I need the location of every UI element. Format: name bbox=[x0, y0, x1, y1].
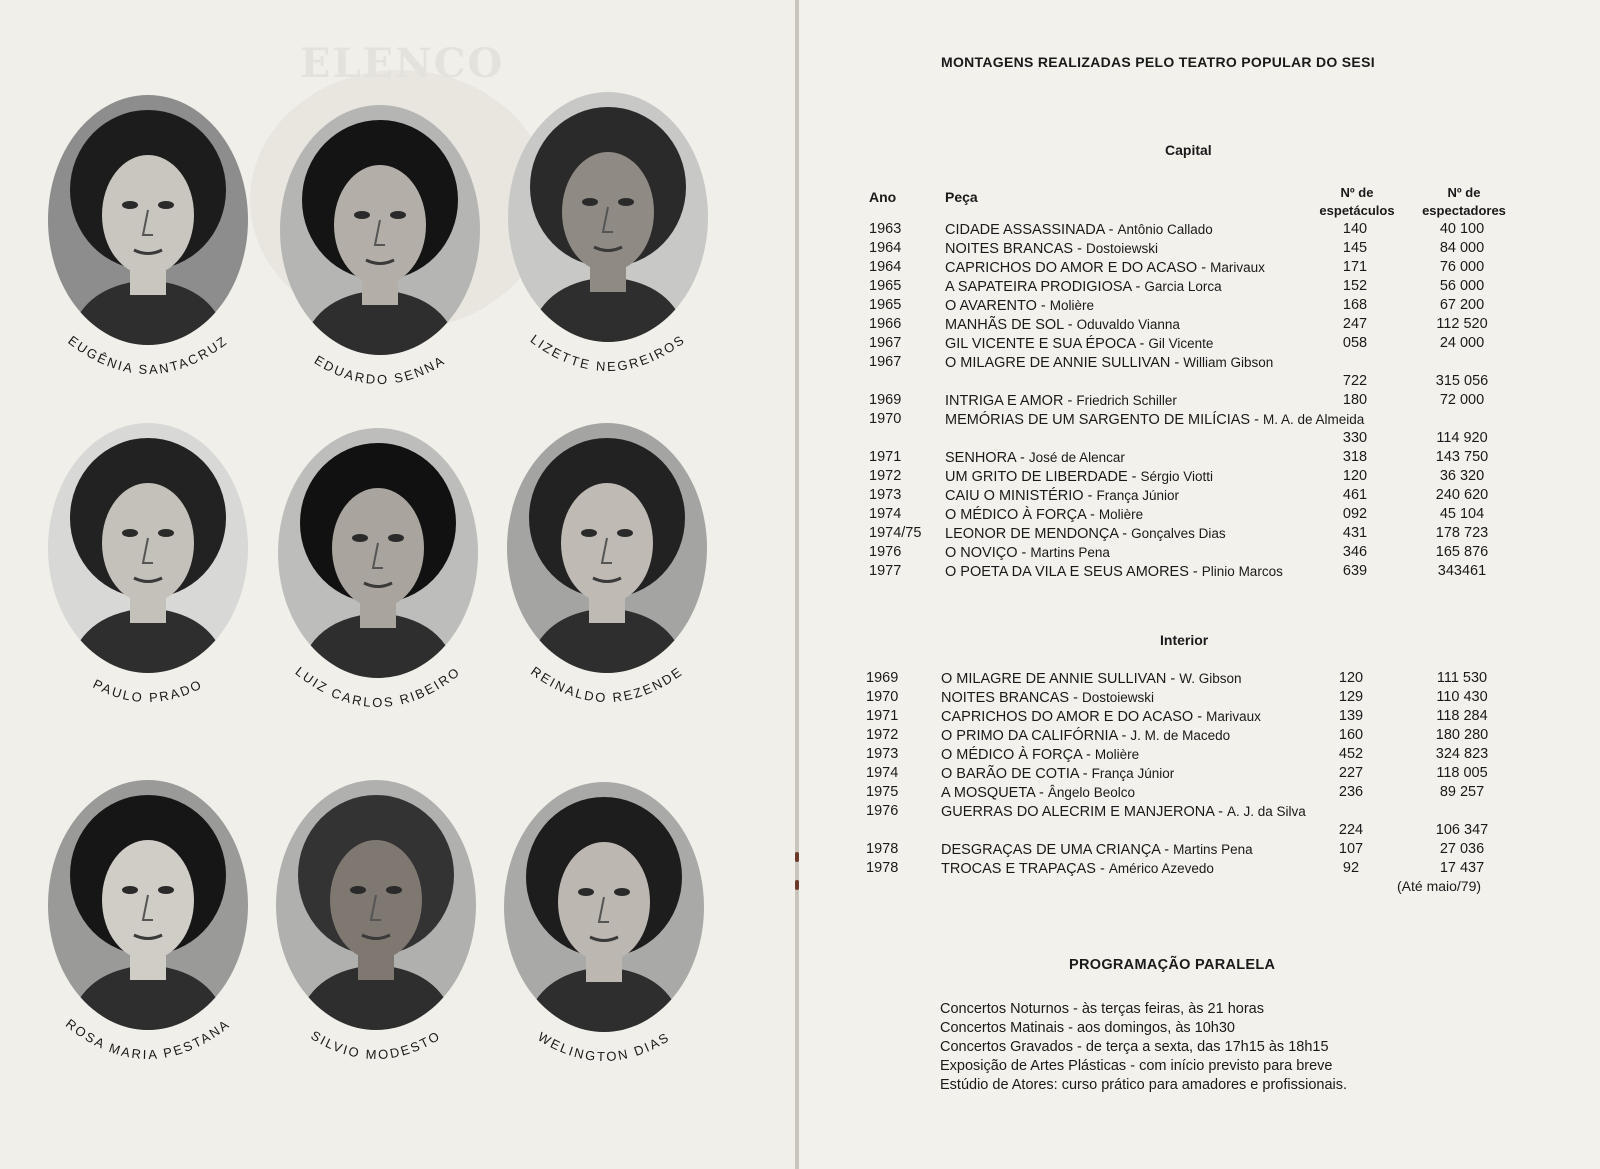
shows-cell: 461 bbox=[1342, 487, 1368, 503]
play-author: Molière bbox=[1094, 747, 1140, 762]
cast-portrait bbox=[507, 423, 707, 706]
table-row bbox=[799, 802, 1600, 840]
table-row bbox=[799, 745, 1600, 764]
table-row bbox=[799, 707, 1600, 726]
table-row bbox=[799, 410, 1600, 448]
spectators-cell: 72 000 bbox=[1439, 392, 1485, 408]
play-title: NOITES BRANCAS bbox=[945, 241, 1074, 257]
play-author: Ângelo Beolco bbox=[1047, 785, 1135, 800]
shows-cell: 145 bbox=[1342, 240, 1368, 256]
year-cell: 1971 bbox=[866, 708, 899, 724]
play-cell: A MOSQUETA - Ângelo Beolco bbox=[941, 785, 1135, 801]
play-title: UM GRITO DE LIBERDADE bbox=[945, 469, 1128, 485]
parallel-programming-item: Exposição de Artes Plásticas - com início previsto para breve bbox=[940, 1058, 1333, 1074]
shows-cell: 247 bbox=[1342, 316, 1368, 332]
cast-portrait bbox=[504, 782, 704, 1065]
spectators-cell: 143 750 bbox=[1435, 449, 1489, 465]
play-author: Garcia Lorca bbox=[1144, 279, 1222, 294]
play-title: DESGRAÇAS DE UMA CRIANÇA bbox=[941, 842, 1161, 858]
play-title: A MOSQUETA bbox=[941, 785, 1036, 801]
spectators-cell: 24 000 bbox=[1439, 335, 1485, 351]
play-author: Molière bbox=[1098, 507, 1144, 522]
play-title: O MILAGRE DE ANNIE SULLIVAN bbox=[945, 355, 1171, 371]
play-author: Oduvaldo Vianna bbox=[1076, 317, 1180, 332]
shows-cell: 140 bbox=[1342, 221, 1368, 237]
year-cell: 1976 bbox=[866, 803, 899, 819]
table-row bbox=[799, 859, 1600, 878]
year-cell: 1974 bbox=[866, 765, 899, 781]
play-cell: MANHÃS DE SOL - Oduvaldo Vianna bbox=[945, 317, 1180, 333]
shows-cell: 722 bbox=[1342, 373, 1368, 389]
year-cell: 1978 bbox=[866, 841, 899, 857]
table-row bbox=[799, 353, 1600, 391]
column-header-shows: Nº de espetáculos bbox=[1319, 185, 1395, 218]
table-row bbox=[799, 543, 1600, 562]
year-cell: 1971 bbox=[869, 449, 902, 465]
year-cell: 1965 bbox=[869, 297, 902, 313]
spectators-cell: 112 520 bbox=[1436, 316, 1488, 332]
play-title: O AVARENTO bbox=[945, 298, 1037, 314]
table-row bbox=[799, 467, 1600, 486]
interior-table bbox=[799, 669, 1600, 878]
svg-text:LUIZ CARLOS RIBEIRO: LUIZ CARLOS RIBEIRO bbox=[292, 663, 464, 711]
year-cell: 1973 bbox=[869, 487, 902, 503]
play-cell: O MÉDICO À FORÇA - Molière bbox=[945, 507, 1144, 523]
table-row bbox=[799, 562, 1600, 581]
page-title: MONTAGENS REALIZADAS PELO TEATRO POPULAR DO SESI bbox=[941, 54, 1375, 70]
capital-heading: Capital bbox=[1165, 142, 1212, 158]
year-cell: 1977 bbox=[869, 563, 902, 579]
table-row bbox=[799, 688, 1600, 707]
play-title: SENHORA bbox=[945, 450, 1016, 466]
play-author: Dostoiewski bbox=[1082, 690, 1155, 705]
shows-cell: 120 bbox=[1338, 670, 1364, 686]
play-title: MANHÃS DE SOL bbox=[945, 317, 1064, 333]
play-cell: LEONOR DE MENDONÇA - Gonçalves Dias bbox=[945, 526, 1226, 542]
shows-cell: 152 bbox=[1342, 278, 1368, 294]
svg-text:ROSA MARIA PESTANA: ROSA MARIA PESTANA bbox=[62, 1015, 234, 1063]
shows-cell: 236 bbox=[1338, 784, 1364, 800]
play-title: CAPRICHOS DO AMOR E DO ACASO bbox=[941, 709, 1194, 725]
play-cell: INTRIGA E AMOR - Friedrich Schiller bbox=[945, 393, 1177, 409]
cast-name bbox=[467, 613, 747, 733]
shows-cell: 120 bbox=[1342, 468, 1368, 484]
play-title: A SAPATEIRA PRODIGIOSA bbox=[945, 279, 1132, 295]
play-author: José de Alencar bbox=[1028, 450, 1125, 465]
spectators-cell: 165 876 bbox=[1435, 544, 1489, 560]
table-row bbox=[799, 783, 1600, 802]
column-header-spectators: Nº de espectadores bbox=[1422, 185, 1506, 218]
play-cell: O AVARENTO - Molière bbox=[945, 298, 1095, 314]
year-cell: 1964 bbox=[869, 240, 902, 256]
year-cell: 1978 bbox=[866, 860, 899, 876]
play-author: Molière bbox=[1049, 298, 1095, 313]
year-cell: 1973 bbox=[866, 746, 899, 762]
year-cell: 1974 bbox=[869, 506, 902, 522]
play-cell: MEMÓRIAS DE UM SARGENTO DE MILÍCIAS - M. A. de Almeida bbox=[945, 412, 1365, 428]
play-title: O NOVIÇO bbox=[945, 545, 1018, 561]
shows-cell: 639 bbox=[1342, 563, 1368, 579]
shows-cell: 168 bbox=[1342, 297, 1368, 313]
spectators-cell: 324 823 bbox=[1435, 746, 1489, 762]
play-author: Friedrich Schiller bbox=[1076, 393, 1177, 408]
year-cell: 1969 bbox=[869, 392, 902, 408]
spectators-cell: 343461 bbox=[1437, 563, 1487, 579]
svg-text:REINALDO REZENDE: REINALDO REZENDE bbox=[528, 663, 686, 706]
spectators-cell: 36 320 bbox=[1439, 468, 1485, 484]
shows-cell: 452 bbox=[1338, 746, 1364, 762]
capital-table bbox=[799, 220, 1600, 581]
year-cell: 1965 bbox=[869, 278, 902, 294]
year-cell: 1972 bbox=[869, 468, 902, 484]
spectators-cell: 118 005 bbox=[1436, 765, 1488, 781]
spectators-cell: 240 620 bbox=[1435, 487, 1489, 503]
play-title: CIDADE ASSASSINADA bbox=[945, 222, 1105, 238]
play-author: Martins Pena bbox=[1030, 545, 1110, 560]
cast-portrait bbox=[280, 105, 480, 388]
play-title: O MILAGRE DE ANNIE SULLIVAN bbox=[941, 671, 1167, 687]
table-row bbox=[799, 277, 1600, 296]
play-author: Gonçalves Dias bbox=[1131, 526, 1226, 541]
year-cell: 1969 bbox=[866, 670, 899, 686]
play-title: NOITES BRANCAS bbox=[941, 690, 1070, 706]
play-cell: A SAPATEIRA PRODIGIOSA - Garcia Lorca bbox=[945, 279, 1222, 295]
spectators-cell: 315 056 bbox=[1435, 373, 1489, 389]
play-title: TROCAS E TRAPAÇAS bbox=[941, 861, 1096, 877]
play-author: França Júnior bbox=[1091, 766, 1175, 781]
play-cell: O MILAGRE DE ANNIE SULLIVAN - W. Gibson bbox=[941, 671, 1242, 687]
parallel-programming-item: Concertos Noturnos - às terças feiras, às 21 horas bbox=[940, 1001, 1264, 1017]
parallel-programming-list bbox=[940, 1000, 1347, 1095]
year-cell: 1970 bbox=[866, 689, 899, 705]
play-cell: NOITES BRANCAS - Dostoiewski bbox=[941, 690, 1155, 706]
play-title: O MÉDICO À FORÇA bbox=[941, 747, 1082, 763]
table-row bbox=[799, 524, 1600, 543]
shows-cell: 107 bbox=[1338, 841, 1364, 857]
year-cell: 1972 bbox=[866, 727, 899, 743]
play-title: GUERRAS DO ALECRIM E MANJERONA bbox=[941, 804, 1215, 820]
play-author: Martins Pena bbox=[1173, 842, 1253, 857]
play-cell: O NOVIÇO - Martins Pena bbox=[945, 545, 1110, 561]
parallel-programming-heading: PROGRAMAÇÃO PARALELA bbox=[1069, 957, 1276, 973]
spectators-cell: 76 000 bbox=[1439, 259, 1485, 275]
table-row bbox=[799, 764, 1600, 783]
svg-text:WELINGTON DIAS: WELINGTON DIAS bbox=[535, 1028, 673, 1065]
play-author: Marivaux bbox=[1210, 260, 1265, 275]
year-cell: 1970 bbox=[869, 411, 902, 427]
spectators-cell: 180 280 bbox=[1435, 727, 1489, 743]
shows-cell: 180 bbox=[1342, 392, 1368, 408]
play-author: Plinio Marcos bbox=[1201, 564, 1283, 579]
play-cell: GIL VICENTE E SUA ÉPOCA - Gil Vicente bbox=[945, 336, 1214, 352]
spectators-cell: 27 036 bbox=[1439, 841, 1485, 857]
year-cell: 1974/75 bbox=[869, 525, 922, 541]
play-author: Sérgio Viotti bbox=[1140, 469, 1214, 484]
play-title: INTRIGA E AMOR bbox=[945, 393, 1064, 409]
play-title: O POETA DA VILA E SEUS AMORES bbox=[945, 564, 1189, 580]
cast-name bbox=[468, 282, 748, 402]
productions-page bbox=[799, 0, 1600, 1169]
shows-cell: 92 bbox=[1342, 860, 1360, 876]
parallel-programming-item: Concertos Matinais - aos domingos, às 10h30 bbox=[940, 1020, 1235, 1036]
spectators-cell: 178 723 bbox=[1435, 525, 1489, 541]
play-cell: SENHORA - José de Alencar bbox=[945, 450, 1125, 466]
play-cell: UM GRITO DE LIBERDADE - Sérgio Viotti bbox=[945, 469, 1214, 485]
table-row bbox=[799, 486, 1600, 505]
svg-text:EUGÊNIA SANTACRUZ: EUGÊNIA SANTACRUZ bbox=[65, 332, 231, 378]
year-cell: 1967 bbox=[869, 354, 902, 370]
shows-cell: 330 bbox=[1342, 430, 1368, 446]
table-row bbox=[799, 239, 1600, 258]
play-title: CAIU O MINISTÉRIO bbox=[945, 488, 1084, 504]
play-cell: O MÉDICO À FORÇA - Molière bbox=[941, 747, 1140, 763]
spectators-cell: 111 530 bbox=[1436, 670, 1488, 686]
cast-portrait bbox=[278, 428, 478, 711]
table-row bbox=[799, 505, 1600, 524]
play-title: CAPRICHOS DO AMOR E DO ACASO bbox=[945, 260, 1198, 276]
svg-text:PAULO PRADO: PAULO PRADO bbox=[90, 676, 206, 706]
spectators-cell: 89 257 bbox=[1439, 784, 1485, 800]
play-title: O PRIMO DA CALIFÓRNIA bbox=[941, 728, 1118, 744]
play-cell: NOITES BRANCAS - Dostoiewski bbox=[945, 241, 1159, 257]
play-cell: CAPRICHOS DO AMOR E DO ACASO - Marivaux bbox=[945, 260, 1265, 276]
shows-cell: 129 bbox=[1338, 689, 1364, 705]
spectators-cell: 84 000 bbox=[1439, 240, 1485, 256]
interior-heading: Interior bbox=[1160, 632, 1209, 648]
table-row bbox=[799, 448, 1600, 467]
parallel-programming-item: Concertos Gravados - de terça a sexta, das 17h15 às 18h15 bbox=[940, 1039, 1329, 1055]
parallel-programming-item: Estúdio de Atores: curso prático para amadores e profissionais. bbox=[940, 1077, 1348, 1093]
play-cell: O POETA DA VILA E SEUS AMORES - Plinio Marcos bbox=[945, 564, 1283, 580]
bleed-through-title: ELENCO bbox=[300, 40, 505, 87]
play-author: J. M. de Macedo bbox=[1130, 728, 1231, 743]
spectators-cell: 17 437 bbox=[1439, 860, 1485, 876]
play-author: Dostoiewski bbox=[1086, 241, 1159, 256]
shows-cell: 318 bbox=[1342, 449, 1368, 465]
play-cell: CAIU O MINISTÉRIO - França Júnior bbox=[945, 488, 1180, 504]
play-cell: CAPRICHOS DO AMOR E DO ACASO - Marivaux bbox=[941, 709, 1261, 725]
spectators-cell: 114 920 bbox=[1436, 430, 1488, 446]
column-header-play: Peça bbox=[945, 189, 978, 205]
cast-page bbox=[0, 0, 795, 1169]
play-author: A. J. da Silva bbox=[1227, 804, 1306, 819]
cast-name bbox=[464, 972, 744, 1092]
table-row bbox=[799, 258, 1600, 277]
spectators-cell: 67 200 bbox=[1439, 297, 1485, 313]
shows-cell: 171 bbox=[1342, 259, 1368, 275]
play-author: França Júnior bbox=[1096, 488, 1180, 503]
play-title: O BARÃO DE COTIA bbox=[941, 766, 1079, 782]
play-author: Antônio Callado bbox=[1117, 222, 1213, 237]
table-row bbox=[799, 669, 1600, 688]
shows-cell: 092 bbox=[1342, 506, 1368, 522]
play-title: MEMÓRIAS DE UM SARGENTO DE MILÍCIAS bbox=[945, 412, 1251, 428]
play-cell: O MILAGRE DE ANNIE SULLIVAN - William Gibson bbox=[945, 355, 1274, 371]
svg-text:EDUARDO SENNA: EDUARDO SENNA bbox=[311, 352, 449, 388]
shows-cell: 224 bbox=[1338, 822, 1364, 838]
cast-portrait bbox=[508, 92, 708, 375]
year-cell: 1967 bbox=[869, 335, 902, 351]
play-title: GIL VICENTE E SUA ÉPOCA bbox=[945, 336, 1136, 352]
cast-portrait bbox=[276, 780, 476, 1063]
spectators-cell: 110 430 bbox=[1436, 689, 1488, 705]
table-row bbox=[799, 840, 1600, 859]
year-cell: 1976 bbox=[869, 544, 902, 560]
play-cell: DESGRAÇAS DE UMA CRIANÇA - Martins Pena bbox=[941, 842, 1253, 858]
interior-note: (Até maio/79) bbox=[1397, 878, 1482, 894]
play-author: W. Gibson bbox=[1179, 671, 1242, 686]
shows-cell: 431 bbox=[1342, 525, 1368, 541]
shows-cell: 160 bbox=[1338, 727, 1364, 743]
play-cell: CIDADE ASSASSINADA - Antônio Callado bbox=[945, 222, 1213, 238]
play-cell: O BARÃO DE COTIA - França Júnior bbox=[941, 766, 1175, 782]
play-author: Marivaux bbox=[1206, 709, 1261, 724]
table-row bbox=[799, 334, 1600, 353]
column-header-year: Ano bbox=[869, 189, 897, 205]
svg-text:LIZETTE NEGREIROS: LIZETTE NEGREIROS bbox=[527, 331, 689, 375]
table-row bbox=[799, 726, 1600, 745]
shows-cell: 227 bbox=[1338, 765, 1364, 781]
cast-portrait bbox=[48, 780, 248, 1063]
table-row bbox=[799, 296, 1600, 315]
cast-portrait bbox=[48, 423, 248, 706]
year-cell: 1975 bbox=[866, 784, 899, 800]
year-cell: 1966 bbox=[869, 316, 902, 332]
play-cell: GUERRAS DO ALECRIM E MANJERONA - A. J. da Silva bbox=[941, 804, 1306, 820]
shows-cell: 058 bbox=[1342, 335, 1368, 351]
table-row bbox=[799, 315, 1600, 334]
spectators-cell: 106 347 bbox=[1435, 822, 1489, 838]
play-author: Gil Vicente bbox=[1148, 336, 1214, 351]
table-row bbox=[799, 391, 1600, 410]
play-title: O MÉDICO À FORÇA bbox=[945, 507, 1086, 523]
svg-text:SILVIO MODESTO: SILVIO MODESTO bbox=[308, 1027, 444, 1063]
table-row bbox=[799, 220, 1600, 239]
play-title: LEONOR DE MENDONÇA bbox=[945, 526, 1119, 542]
year-cell: 1964 bbox=[869, 259, 902, 275]
spectators-cell: 118 284 bbox=[1436, 708, 1488, 724]
year-cell: 1963 bbox=[869, 221, 902, 237]
spectators-cell: 45 104 bbox=[1439, 506, 1485, 522]
play-cell: O PRIMO DA CALIFÓRNIA - J. M. de Macedo bbox=[941, 728, 1231, 744]
cast-portrait bbox=[48, 95, 248, 378]
shows-cell: 139 bbox=[1338, 708, 1364, 724]
play-cell: TROCAS E TRAPAÇAS - Américo Azevedo bbox=[941, 861, 1214, 877]
play-author: Américo Azevedo bbox=[1108, 861, 1214, 876]
play-author: William Gibson bbox=[1183, 355, 1274, 370]
play-author: M. A. de Almeida bbox=[1262, 412, 1365, 427]
spectators-cell: 40 100 bbox=[1439, 221, 1485, 237]
spectators-cell: 56 000 bbox=[1439, 278, 1485, 294]
shows-cell: 346 bbox=[1342, 544, 1368, 560]
